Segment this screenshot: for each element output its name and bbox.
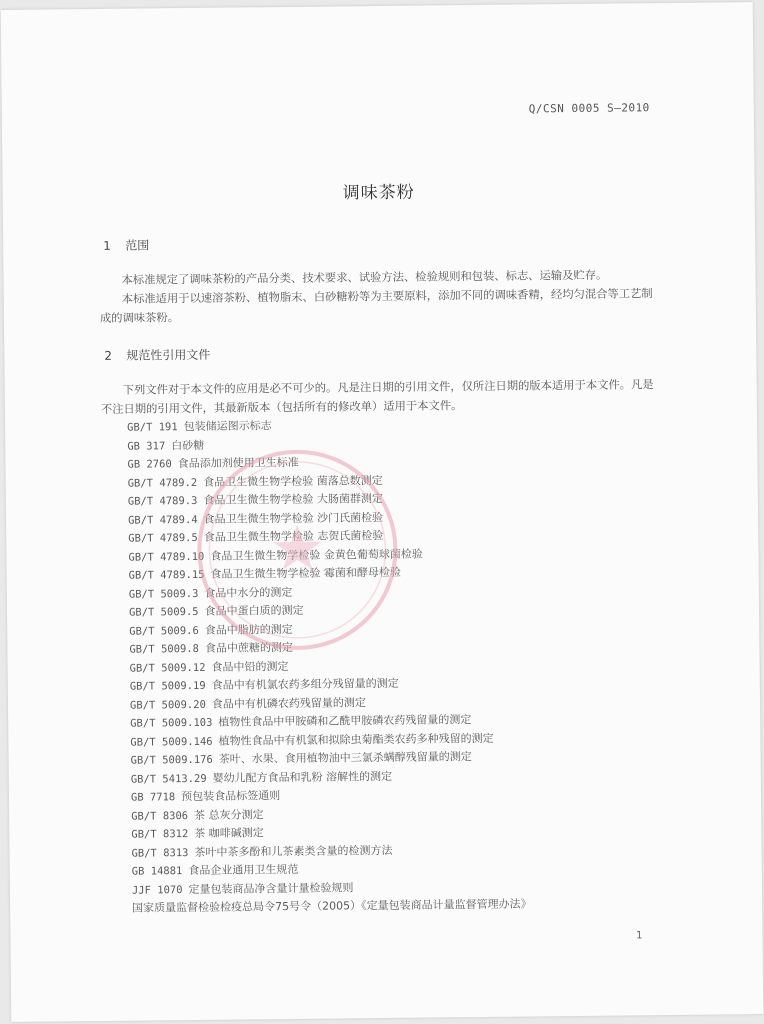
section-number: 2 bbox=[104, 348, 113, 363]
page-number: 1 bbox=[636, 930, 643, 942]
reference-code: GB/T 8313 bbox=[131, 846, 189, 860]
reference-title: 食品卫生微生物学检验 沙门氏菌检验 bbox=[203, 510, 384, 526]
reference-title: 预包装食品标签通则 bbox=[181, 789, 281, 804]
reference-title: 食品卫生微生物学检验 霉菌和酵母检验 bbox=[210, 565, 402, 581]
reference-code: GB/T 4789.15 bbox=[128, 568, 205, 582]
reference-code: GB/T 5413.29 bbox=[130, 772, 207, 786]
standard-code: Q/CSN 0005 S—2010 bbox=[528, 101, 650, 116]
reference-title: 食品卫生微生物学检验 大肠菌群测定 bbox=[203, 491, 383, 507]
section-heading-scope bbox=[103, 236, 149, 253]
reference-code: GB/T 5009.20 bbox=[129, 698, 206, 712]
reference-title: 茶叶中茶多酚和儿茶素类含量的检测方法 bbox=[194, 843, 393, 859]
reference-code: GB/T 8306 bbox=[131, 809, 189, 823]
reference-code: GB/T 191 bbox=[127, 421, 178, 434]
reference-code: JJF 1070 bbox=[131, 883, 183, 897]
reference-code: GB/T 5009.146 bbox=[130, 735, 213, 749]
reference-code: GB/T 4789.3 bbox=[127, 494, 198, 508]
reference-title: 食品添加剂使用卫生标准 bbox=[177, 455, 299, 471]
reference-code: GB 7718 bbox=[130, 791, 176, 804]
reference-code: GB/T 4789.5 bbox=[128, 531, 198, 545]
document-page bbox=[1, 2, 764, 1022]
reference-code: GB/T 5009.103 bbox=[130, 716, 213, 730]
reference-code: GB/T 5009.176 bbox=[130, 753, 213, 767]
reference-code: GB/T 8312 bbox=[131, 828, 189, 841]
section-title: 范围 bbox=[125, 238, 150, 253]
scope-paragraph: 本标准规定了调味茶粉的产品分类、技术要求、试验方法、检验规则和包装、标志、运输及贮存。 bbox=[121, 268, 608, 287]
scope-paragraph: 本标准适用于以速溶茶粉、植物脂末、白砂糖粉等为主要原料，添加不同的调味香精，经均匀混合等工艺制成的调味茶粉。 bbox=[99, 287, 653, 325]
reference-title: 包装储运图示标志 bbox=[183, 419, 272, 434]
reference-code: GB/T 4789.4 bbox=[128, 513, 198, 527]
section-number: 1 bbox=[103, 238, 111, 253]
reference-code: GB/T 5009.3 bbox=[128, 587, 199, 601]
document-title: 调味茶粉 bbox=[342, 182, 415, 204]
reference-code: GB 14881 bbox=[131, 865, 183, 878]
reference-code: GB/T 4789.2 bbox=[127, 476, 198, 490]
reference-code: GB/T 5009.8 bbox=[129, 642, 200, 656]
reference-list bbox=[127, 413, 692, 918]
reference-title: 食品卫生微生物学检验 志贺氏菌检验 bbox=[203, 528, 384, 544]
reference-title: 植物性食品中甲胺磷和乙酰甲胺磷农药残留量的测定 bbox=[218, 713, 472, 729]
section-heading-normative-references bbox=[104, 346, 210, 364]
section-title: 规范性引用文件 bbox=[126, 347, 211, 363]
reference-code: GB/T 5009.12 bbox=[129, 661, 206, 675]
reference-title: 食品中水分的测定 bbox=[204, 585, 293, 600]
reference-code: GB/T 4789.10 bbox=[128, 550, 205, 564]
reference-title: 国家质量监督检验检疫总局令75号令（2005）《定量包装商品计量监督管理办法》 bbox=[132, 897, 532, 915]
reference-title: 食品中有机磷农药残留量的测定 bbox=[211, 695, 366, 711]
reference-title: 食品中蛋白质的测定 bbox=[204, 603, 304, 618]
reference-title: 婴幼儿配方食品和乳粉 溶解性的测定 bbox=[212, 769, 393, 785]
reference-title: 定量包装商品净含量计量检验规则 bbox=[188, 880, 354, 896]
reference-title: 茶 总灰分测定 bbox=[194, 807, 264, 822]
reference-title: 植物性食品中有机氯和拟除虫菊酯类农药多种残留的测定 bbox=[218, 731, 494, 748]
reference-code: GB/T 5009.5 bbox=[128, 605, 199, 619]
reference-code: GB 317 bbox=[127, 439, 166, 453]
reference-title: 食品卫生微生物学检验 菌落总数测定 bbox=[203, 473, 383, 489]
reference-code: GB 2760 bbox=[127, 458, 172, 471]
reference-title: 茶叶、水果、食用植物油中三氯杀螨醇残留量的测定 bbox=[218, 750, 472, 766]
reference-title: 食品中有机氯农药多组分残留量的测定 bbox=[211, 676, 399, 692]
reference-title: 食品中蔗糖的测定 bbox=[204, 640, 294, 655]
reference-title: 茶 咖啡碱测定 bbox=[194, 826, 264, 840]
reference-title: 食品中脂肪的测定 bbox=[204, 622, 293, 637]
reference-code: GB/T 5009.6 bbox=[129, 624, 199, 638]
references-intro-paragraph: 下列文件对于本文件的应用是必不可少的。凡是注日期的引用文件，仅所注日期的版本适用于本文件。凡是不注日期的引用文件，其最新版本（包括所有的修改单）适用于本文件。 bbox=[100, 378, 654, 416]
reference-title: 白砂糖 bbox=[171, 438, 205, 452]
reference-title: 食品卫生微生物学检验 金黄色葡萄球菌检验 bbox=[210, 547, 423, 563]
reference-title: 食品中铅的测定 bbox=[211, 659, 289, 674]
reference-code: GB/T 5009.19 bbox=[129, 679, 206, 693]
reference-title: 食品企业通用卫生规范 bbox=[188, 862, 299, 878]
